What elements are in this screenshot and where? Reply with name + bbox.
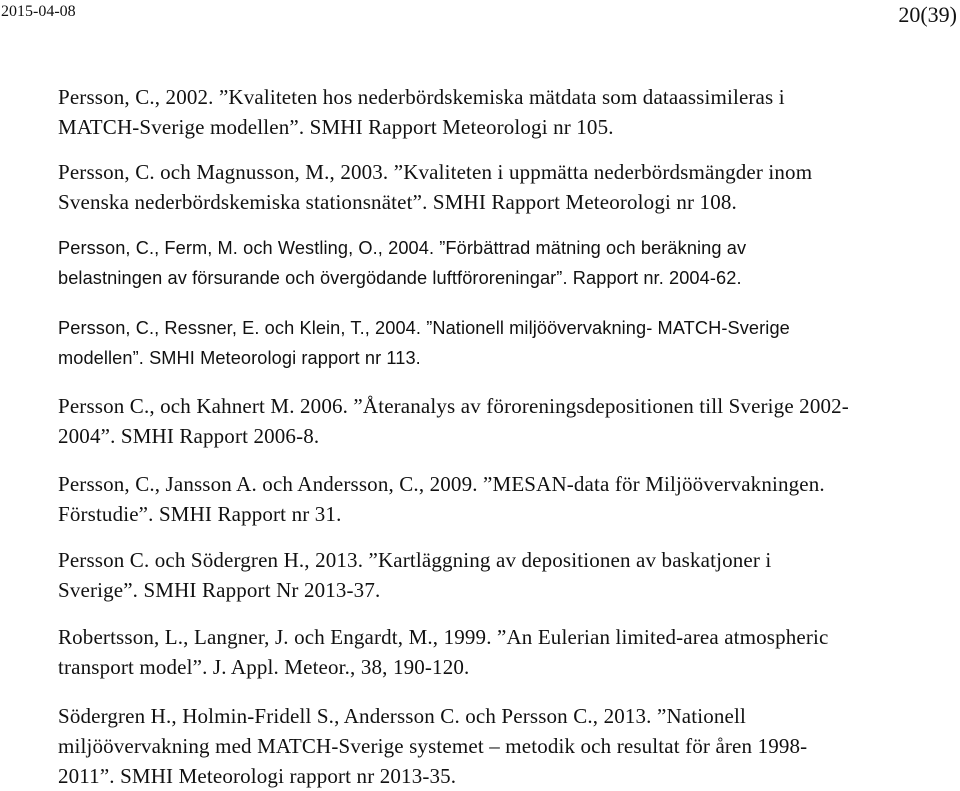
reference-line: Persson C., och Kahnert M. 2006. ”Återanalys av föroreningsdepositionen till Sverige 2002- <box>58 394 849 418</box>
reference-persson-jansson-andersson-2009 <box>58 469 938 529</box>
reference-line: Persson C. och Södergren H., 2013. ”Kartläggning av depositionen av baskatjoner i <box>58 548 772 572</box>
reference-line: Persson, C., Ferm, M. och Westling, O., 2004. ”Förbättrad mätning och beräkning av <box>58 238 747 258</box>
reference-line: Södergren H., Holmin-Fridell S., Andersson C. och Persson C., 2013. ”Nationell <box>58 704 746 728</box>
header-date: 2015-04-08 <box>1 3 76 20</box>
reference-persson-magnusson-2003 <box>58 157 938 217</box>
reference-line: Svenska nederbördskemiska stationsnätet”. SMHI Rapport Meteorologi nr 108. <box>58 190 737 214</box>
page-number: 20(39) <box>898 2 957 27</box>
reference-line: Persson, C. och Magnusson, M., 2003. ”Kvaliteten i uppmätta nederbördsmängder inom <box>58 160 813 184</box>
reference-sodergren-2013 <box>58 701 938 791</box>
reference-line: Robertsson, L., Langner, J. och Engardt, M., 1999. ”An Eulerian limited-area atmospheric <box>58 625 829 649</box>
reference-line: 2011”. SMHI Meteorologi rapport nr 2013-35. <box>58 764 457 788</box>
reference-robertsson-1999 <box>58 622 938 682</box>
reference-line: 2004”. SMHI Rapport 2006-8. <box>58 424 320 448</box>
reference-line: Persson, C., Ressner, E. och Klein, T., 2004. ”Nationell miljöövervakning- MATCH-Sverige <box>58 318 790 338</box>
reference-line: Persson, C., 2002. ”Kvaliteten hos nederbördskemiska mätdata som dataassimileras i <box>58 85 785 109</box>
reference-line: Sverige”. SMHI Rapport Nr 2013-37. <box>58 578 381 602</box>
reference-persson-2002 <box>58 82 938 142</box>
reference-line: MATCH-Sverige modellen”. SMHI Rapport Meteorologi nr 105. <box>58 115 614 139</box>
reference-line: Persson, C., Jansson A. och Andersson, C., 2009. ”MESAN-data för Miljöövervakningen. <box>58 472 825 496</box>
reference-persson-ressner-klein-2004 <box>58 313 938 373</box>
reference-persson-sodergren-2013 <box>58 545 938 605</box>
reference-line: transport model”. J. Appl. Meteor., 38, 190-120. <box>58 655 470 679</box>
reference-line: belastningen av försurande och övergödande luftföroreningar”. Rapport nr. 2004-62. <box>58 268 742 288</box>
reference-persson-ferm-westling-2004 <box>58 233 938 293</box>
reference-persson-kahnert-2006 <box>58 391 938 451</box>
reference-line: Förstudie”. SMHI Rapport nr 31. <box>58 502 342 526</box>
reference-line: modellen”. SMHI Meteorologi rapport nr 113. <box>58 348 421 368</box>
reference-line: miljöövervakning med MATCH-Sverige systemet – metodik och resultat för åren 1998- <box>58 734 808 758</box>
